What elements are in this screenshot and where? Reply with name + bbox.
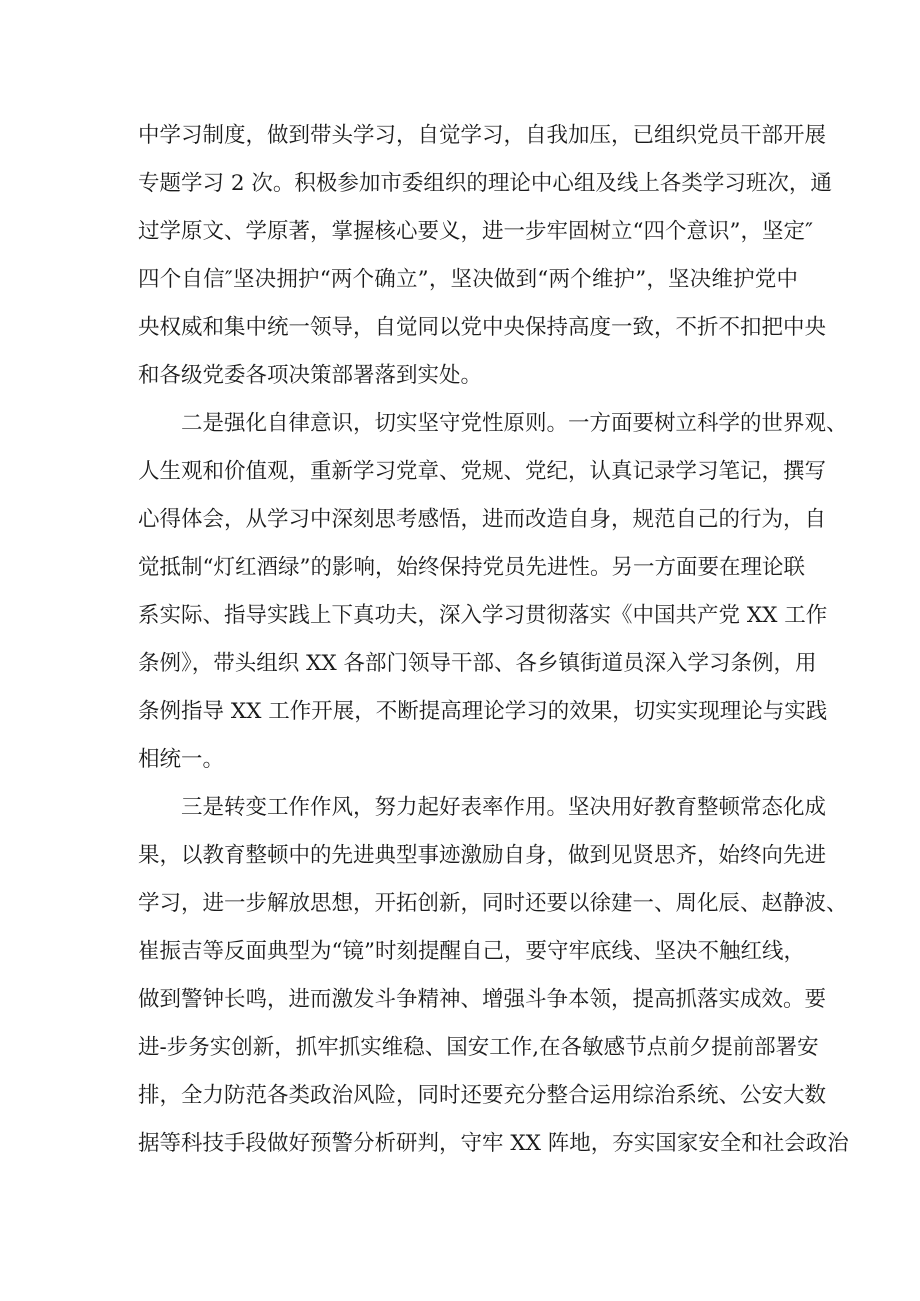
text-line: 觉抵制“灯红酒绿”的影响，始终保持党员先进性。另一方面要在理论联	[138, 555, 805, 580]
text-line: 据等科技手段做好预警分析研判，守牢 XX 阵地，夯实国家安全和社会政治	[138, 1131, 849, 1156]
text-line: 条例》，带头组织 XX 各部门领导干部、各乡镇街道员深入学习条例，用	[138, 651, 817, 676]
text-line: 四个自信″坚决拥护“两个确立”，坚决做到“两个维护”，坚决维护党中	[138, 267, 798, 292]
text-line: 相统一。	[138, 747, 225, 772]
text-line: 专题学习 2 次。积极参加市委组织的理论中心组及线上各类学习班次，通	[138, 171, 832, 196]
text-line: 人生观和价值观，重新学习党章、党规、党纪，认真记录学习笔记，撰写	[138, 459, 827, 484]
paragraph-start-line: 三是转变工作作风，努力起好表率作用。坚决用好教育整顿常态化成	[181, 795, 827, 820]
text-line: 条例指导 XX 工作开展，不断提高理论学习的效果，切实实现理论与实践	[138, 699, 828, 724]
text-line: 果，以教育整顿中的先进典型事迹激励自身，做到见贤思齐，始终向先进	[138, 843, 827, 868]
text-line: 排，全力防范各类政治风险，同时还要充分整合运用综治系统、公安大数	[138, 1083, 827, 1108]
text-line: 和各级党委各项决策部署落到实处。	[138, 363, 483, 388]
text-line: 做到警钟长鸣，进而激发斗争精神、增强斗争本领，提高抓落实成效。要	[138, 987, 827, 1012]
text-line: 进-步务实创新，抓牢抓实维稳、国安工作,在各敏感节点前夕提前部署安	[138, 1035, 819, 1060]
paragraph-start-line: 二是强化自律意识，切实坚守党性原则。一方面要树立科学的世界观、	[181, 411, 848, 436]
text-line: 心得体会，从学习中深刻思考感悟，进而改造自身，规范自己的行为，自	[138, 507, 827, 532]
text-line: 学习，进一步解放思想，开拓创新，同时还要以徐建一、周化辰、赵静波、	[138, 891, 848, 916]
text-line: 系实际、指导实践上下真功夫，深入学习贯彻落实《中国共产党 XX 工作	[138, 603, 828, 628]
text-line: 过学原文、学原著，掌握核心要义，进一步牢固树立“四个意识”，坚定″	[138, 219, 814, 244]
text-line: 崔振吉等反面典型为“镜”时刻提醒自己，要守牢底线、坚决不触红线，	[138, 939, 805, 964]
text-line: 央权威和集中统一领导，自觉同以党中央保持高度一致，不折不扣把中央	[138, 315, 827, 340]
text-line: 中学习制度，做到带头学习，自觉学习，自我加压，已组织党员干部开展	[138, 123, 827, 148]
